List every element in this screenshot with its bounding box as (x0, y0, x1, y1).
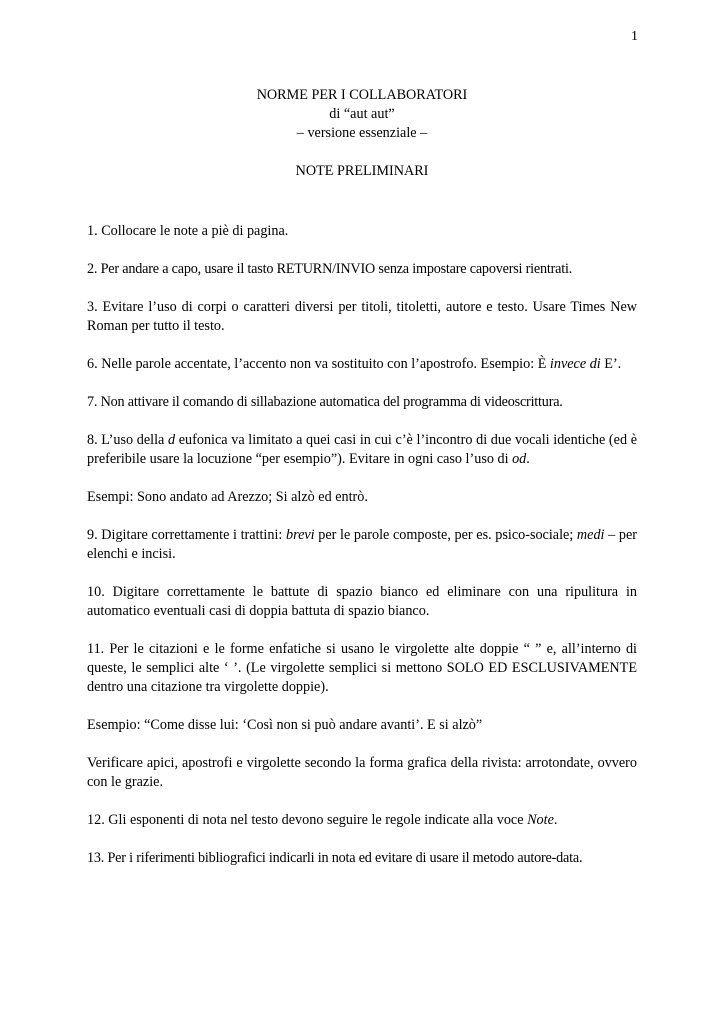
document-header (0, 86, 724, 181)
rule-1: 1. Collocare le note a piè di pagina. (87, 223, 289, 239)
rule-8-text-2: eufonica va limitato a quei casi in cui c’è l’incontro di due vocali identiche (ed è preferibile usare la locuzione “per esempio”). Evitare in ogni caso l’uso di (87, 432, 637, 467)
rule-12-emphasis: Note (527, 812, 554, 828)
rule-9-text: 9. Digitare correttamente i trattini: (87, 527, 286, 543)
rule-8-end: . (526, 451, 530, 467)
rule-9-emphasis: brevi (286, 527, 315, 543)
page-number: 1 (631, 29, 638, 44)
rule-9-text-2: per le parole composte, per es. psico-sociale; (314, 527, 577, 543)
journal-name: di “aut aut” (329, 106, 395, 122)
rule-8 (87, 431, 637, 469)
rule-12-end: . (553, 812, 558, 828)
rule-6 (87, 355, 637, 374)
rule-6-emphasis: invece di (549, 356, 601, 372)
rules-list (87, 222, 637, 868)
rule-6-text: 6. Nelle parole accentate, l’accento non va sostituito con l’apostrofo. Esempio: È (87, 356, 550, 372)
rule-12-text: 12. Gli esponenti di nota nel testo devono seguire le regole indicate alla voce (87, 812, 528, 828)
rule-3: 3. Evitare l’uso di corpi o caratteri diversi per titoli, titoletti, autore e testo. Usare Times New Roman per tutto il testo. (87, 299, 637, 334)
rule-10: 10. Digitare correttamente le battute di spazio bianco ed eliminare con una ripulitura in automatico eventuali casi di doppia battuta di spazio bianco. (87, 584, 637, 619)
rule-9-emphasis-2: medi (576, 527, 605, 543)
rule-6-end: E’. (600, 356, 622, 372)
example-line: Esempi: Sono andato ad Arezzo; Si alzò ed entrò. (87, 489, 368, 505)
rule-8-emphasis-2: od (512, 451, 527, 467)
document-title: NORME PER I COLLABORATORI (256, 87, 468, 103)
rule-7: 7. Non attivare il comando di sillabazione automatica del programma di videoscrittura. (87, 394, 563, 410)
verification-note: Verificare apici, apostrofi e virgolette secondo la forma grafica della rivista: arrotondate, ovvero con le grazie. (87, 755, 637, 790)
rule-9 (87, 526, 637, 564)
rule-9-end: – per elenchi e incisi. (87, 527, 637, 562)
rule-8-text: 8. L’uso della (87, 432, 168, 448)
rule-12 (87, 811, 637, 830)
section-heading: NOTE PRELIMINARI (295, 163, 429, 179)
quote-example: Esempio: “Come disse lui: ‘Così non si può andare avanti’. E si alzò” (87, 717, 483, 733)
version-label: – versione essenziale – (296, 125, 428, 141)
rule-2: 2. Per andare a capo, usare il tasto RETURN/INVIO senza impostare capoversi rientrati. (87, 261, 573, 277)
rule-8-emphasis: d (167, 432, 176, 448)
rule-11: 11. Per le citazioni e le forme enfatiche si usano le virgolette alte doppie “ ” e, all’interno di queste, le semplici alte ‘ ’. (Le virgolette semplici si mettono SOLO ED ESCLUSIVAMENTE dentro una citazione tra virgolette doppie). (87, 641, 637, 695)
rule-13: 13. Per i riferimenti bibliografici indicarli in nota ed evitare di usare il metodo autore-data. (87, 850, 583, 866)
